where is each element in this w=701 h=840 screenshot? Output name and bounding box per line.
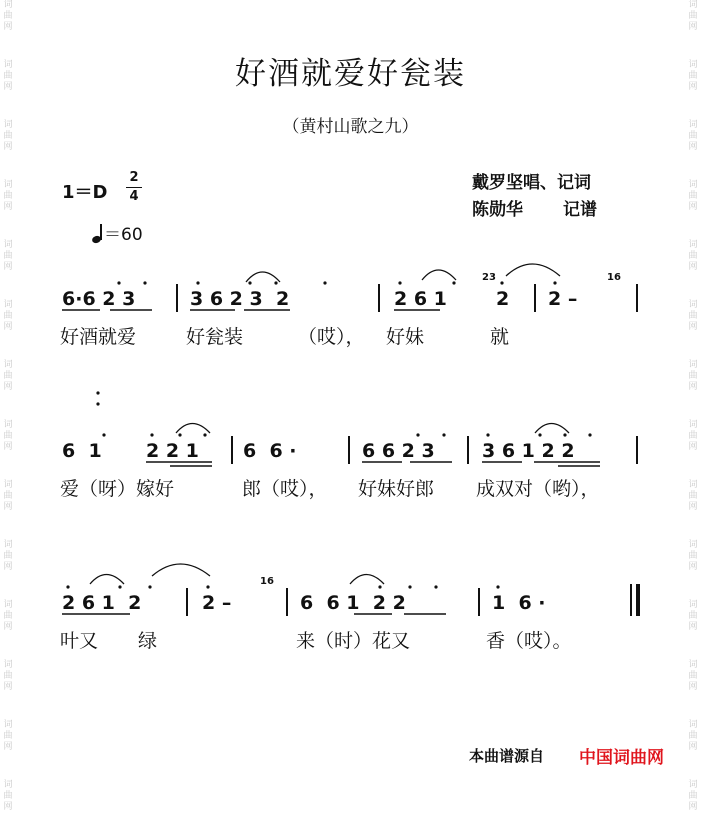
watermark-char: 曲 [688,731,698,741]
notes-segment: 6·6 2 3 [62,288,136,310]
notes-segment: 6 1 [62,440,102,462]
notes-segment: 2 – [202,592,232,614]
credit-role: 唱、记词 [523,173,591,193]
watermark-char: 曲 [688,431,698,441]
watermark-char: 词 [688,780,698,790]
watermark-char: 词 [3,180,13,190]
watermark-unit [3,780,12,840]
watermark-char: 曲 [688,491,698,501]
time-signature-top: 2 [129,170,139,185]
watermark-char: 曲 [688,251,698,261]
lyrics-segment: 好瓮装 [186,326,244,348]
watermark-unit [688,780,697,840]
watermark-char: 曲 [688,311,698,321]
lyrics-segment: 就 [490,326,510,348]
notes-segment: 6 6 1 2 2 [300,592,406,614]
watermark-char: 网 [3,682,13,692]
watermark-char: 网 [688,22,698,32]
watermark-char: 词 [688,300,698,310]
watermark-char: 词 [3,420,13,430]
source-link[interactable]: 中国词曲网 [579,748,664,768]
watermark-char: 网 [688,742,698,752]
watermark-char: 曲 [688,131,698,141]
watermark-char: 曲 [3,11,13,21]
watermark-char: 词 [3,0,13,10]
notes-segment: 3 6 2 3 2 [190,288,290,310]
watermark-char: 网 [3,502,13,512]
watermark-char: 词 [3,240,13,250]
watermark-char: 曲 [3,431,13,441]
watermark-char: 网 [3,382,13,392]
watermark-char: 曲 [3,791,13,801]
tempo-value: ＝60 [104,225,143,245]
watermark-char: 曲 [3,71,13,81]
watermark-char: 词 [3,60,13,70]
watermark-char: 曲 [3,551,13,561]
notes-segment: 2 – [548,288,578,310]
lyrics-segment: 成双对（哟）， [476,478,600,500]
song-subtitle: （黄村山歌之九） [282,117,419,137]
watermark-char: 网 [688,682,698,692]
watermark-char: 网 [3,622,13,632]
watermark-char: 网 [688,322,698,332]
lyrics-segment: （哎）， [298,326,365,348]
watermark-char: 词 [3,540,13,550]
watermark-char: 网 [688,382,698,392]
watermark-unit [3,720,12,780]
watermark-char: 网 [688,562,698,572]
watermark-char: 网 [688,142,698,152]
watermark-char: 曲 [688,791,698,801]
watermark-char: 词 [688,600,698,610]
notes-segment: 2 [496,288,510,310]
watermark-unit [688,720,697,780]
credit-name: 戴罗坚 [472,173,523,193]
watermark-char: 词 [688,240,698,250]
watermark-char: 网 [3,82,13,92]
watermark-char: 网 [3,802,13,812]
watermark-char: 词 [3,720,13,730]
notes-segment: 3 6 1 2 2 [482,440,575,462]
watermark-char: 词 [688,0,698,10]
time-signature-bottom: 4 [129,189,139,204]
watermark-char: 词 [3,300,13,310]
watermark-char: 词 [688,420,698,430]
watermark-char: 曲 [3,251,13,261]
lyrics-segment: 好妹好郎 [358,478,435,500]
lyrics-segment: 好酒就爱 [60,326,137,348]
watermark-char: 网 [688,82,698,92]
watermark-char: 曲 [3,371,13,381]
watermark-char: 曲 [3,131,13,141]
grace-notes: 16 [260,576,274,587]
watermark-char: 网 [3,262,13,272]
watermark-char: 曲 [688,551,698,561]
watermark-char: 词 [688,720,698,730]
watermark-char: 词 [3,780,13,790]
source-label: 本曲谱源自 [469,747,545,765]
lyrics-segment: 叶又 [60,630,99,652]
watermark-char: 词 [688,180,698,190]
watermark-char: 词 [3,600,13,610]
watermark-char: 网 [3,442,13,452]
watermark-char: 网 [3,322,13,332]
notes-segment: 2 6 1 [394,288,447,310]
song-title: 好酒就爱好瓮装 [235,56,466,92]
watermark-char: 词 [3,120,13,130]
watermark-char: 曲 [688,71,698,81]
watermark-char: 词 [688,360,698,370]
watermark-char: 网 [688,802,698,812]
lyrics-segment: 好妹 [386,326,425,348]
watermark-char: 网 [3,22,13,32]
watermark-char: 网 [3,202,13,212]
lyrics-segment: 爱（呀）嫁好 [60,478,175,500]
watermark-char: 网 [688,262,698,272]
key-signature: 1＝D [62,182,108,203]
lyrics-segment: 香（哎）。 [486,630,572,652]
watermark-char: 词 [688,540,698,550]
grace-notes: 23 [482,272,496,283]
notes-segment: 2 2 1 [146,440,199,462]
watermark-char: 曲 [688,191,698,201]
watermark-char: 曲 [3,311,13,321]
watermark-char: 曲 [3,611,13,621]
notes-segment: 6 6 2 3 [362,440,435,462]
watermark-char: 词 [3,480,13,490]
watermark-char: 曲 [688,671,698,681]
watermark-char: 曲 [3,491,13,501]
lyrics-segment: 绿 [138,630,158,652]
watermark-char: 网 [688,502,698,512]
watermark-char: 曲 [3,671,13,681]
watermark-char: 网 [3,742,13,752]
watermark-char: 词 [688,480,698,490]
watermark-char: 曲 [3,191,13,201]
watermark-char: 词 [688,120,698,130]
watermark-char: 词 [688,60,698,70]
watermark-char: 词 [3,660,13,670]
credit-name: 陈勋华 [472,200,523,220]
watermark-char: 曲 [688,371,698,381]
credit-role: 记谱 [563,200,597,220]
watermark-char: 词 [3,360,13,370]
notes-segment: 1 6 · [492,592,546,614]
notes-segment: 6 6 · [243,440,297,462]
lyrics-segment: 郎（哎）， [242,478,328,500]
grace-notes: 16 [607,272,621,283]
lyrics-segment: 来（时）花又 [296,630,411,652]
watermark-char: 网 [3,142,13,152]
watermark-char: 网 [688,442,698,452]
notes-segment: 2 6 1 2 [62,592,142,614]
watermark-char: 网 [688,202,698,212]
watermark-char: 词 [688,660,698,670]
watermark-char: 曲 [3,731,13,741]
watermark-char: 网 [688,622,698,632]
watermark-char: 曲 [688,11,698,21]
watermark-char: 曲 [688,611,698,621]
watermark-char: 网 [3,562,13,572]
